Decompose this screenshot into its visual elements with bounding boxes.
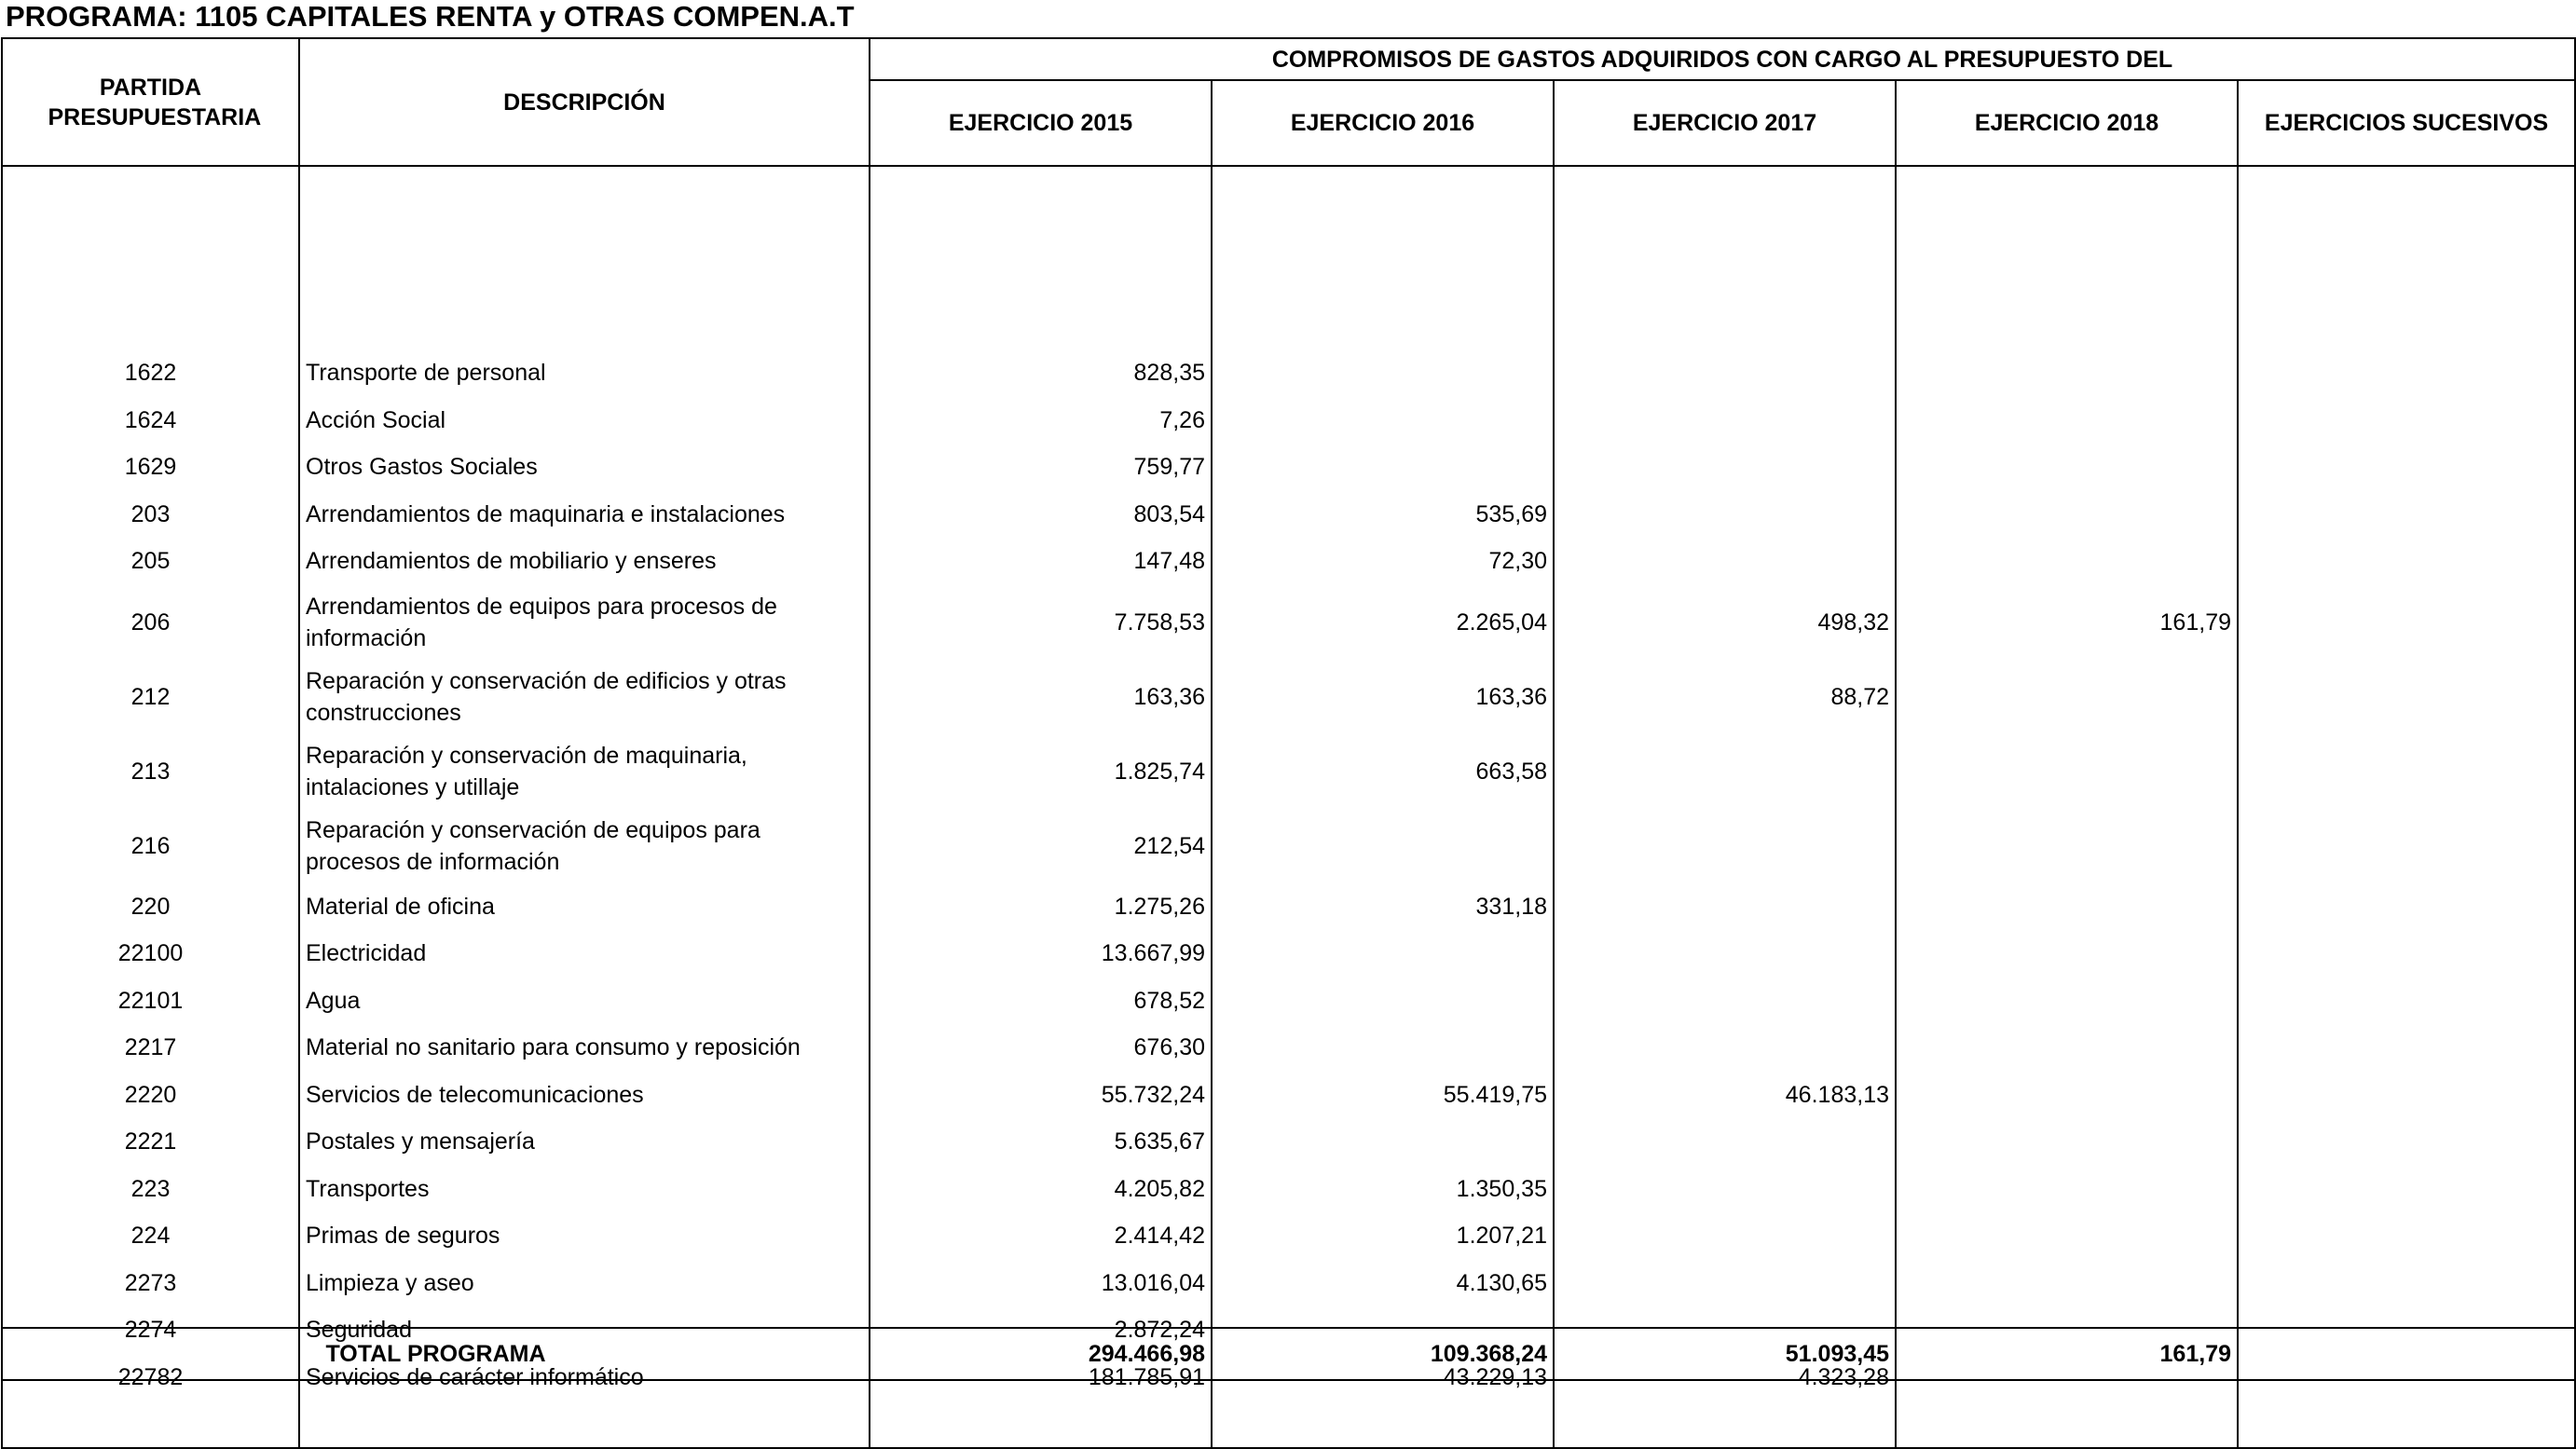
amount-cell <box>2239 444 2574 491</box>
amount-cell: 2.872,24 <box>1114 1317 1205 1344</box>
description-text: Agua <box>306 987 361 1014</box>
description-text: Reparación y conservación de maquinaria, intalaciones y utillaje <box>306 742 747 800</box>
amount-cell: 212,54 <box>1133 832 1205 859</box>
amount-cell <box>2239 538 2574 585</box>
amount-cell <box>2239 930 2574 977</box>
amount-cell: 803,54 <box>1133 500 1205 527</box>
amount-cell <box>2239 977 2574 1025</box>
page-title: PROGRAMA: 1105 CAPITALES RENTA y OTRAS COMPEN.A.T <box>6 0 855 33</box>
partida-code: 206 <box>130 608 171 636</box>
amount-cell <box>1213 1118 1553 1166</box>
amount-cell <box>1897 1166 2237 1213</box>
partida-code: 216 <box>130 832 171 859</box>
amount-cell: 1.825,74 <box>1114 758 1205 785</box>
amount-cell <box>1555 1024 1895 1072</box>
amount-cell: 4.323,28 <box>1798 1363 1889 1390</box>
amount-cell <box>2239 1118 2574 1166</box>
partida-code: 1624 <box>124 406 177 433</box>
column-subsequent <box>2238 166 2575 1448</box>
amount-cell: 147,48 <box>1133 548 1205 575</box>
amount-cell <box>1897 349 2237 397</box>
total-2016: 109.368,24 <box>1212 1328 1554 1380</box>
amount-cell <box>1555 930 1895 977</box>
header-year-2016: EJERCICIO 2016 <box>1212 80 1554 166</box>
amount-cell <box>1897 444 2237 491</box>
description-text: Arrendamientos de maquinaria e instalaciones <box>306 500 786 527</box>
amount-cell: 72,30 <box>1488 548 1547 575</box>
amount-cell: 676,30 <box>1133 1034 1205 1061</box>
amount-cell <box>1555 883 1895 931</box>
amount-cell: 7.758,53 <box>1114 608 1205 636</box>
header-year-2017: EJERCICIO 2017 <box>1554 80 1896 166</box>
amount-cell <box>1213 1024 1553 1072</box>
total-2018: 161,79 <box>1896 1328 2238 1380</box>
amount-cell <box>1897 1072 2237 1119</box>
amount-cell: 4.205,82 <box>1114 1175 1205 1202</box>
amount-cell <box>1213 809 1553 883</box>
column-2017 <box>1554 166 1896 1448</box>
description-text: Primas de seguros <box>306 1223 500 1250</box>
amount-cell: 828,35 <box>1133 360 1205 387</box>
partida-code: 1622 <box>124 360 177 387</box>
amount-cell <box>2239 883 2574 931</box>
amount-cell <box>1897 538 2237 585</box>
amount-cell <box>1213 349 1553 397</box>
description-text: Transportes <box>306 1175 430 1202</box>
amount-cell <box>1213 930 1553 977</box>
amount-cell <box>2239 1212 2574 1260</box>
partida-code: 223 <box>130 1175 171 1202</box>
amount-cell <box>1555 1118 1895 1166</box>
partida-code: 205 <box>130 548 171 575</box>
amount-cell <box>1897 660 2237 734</box>
amount-cell <box>1897 1212 2237 1260</box>
amount-cell <box>1555 444 1895 491</box>
amount-cell: 13.667,99 <box>1101 940 1205 967</box>
amount-cell: 1.275,26 <box>1114 893 1205 920</box>
amount-cell <box>1897 734 2237 809</box>
amount-cell <box>1897 930 2237 977</box>
header-group: COMPROMISOS DE GASTOS ADQUIRIDOS CON CARGO AL PRESUPUESTO DEL <box>870 38 2575 80</box>
header-years-subsequent: EJERCICIOS SUCESIVOS <box>2238 80 2575 166</box>
amount-cell: 46.183,13 <box>1785 1081 1889 1108</box>
amount-cell <box>1555 1260 1895 1307</box>
amount-cell <box>1897 809 2237 883</box>
column-2016 <box>1212 166 1554 1448</box>
amount-cell <box>1555 397 1895 444</box>
description-text: Servicios de telecomunicaciones <box>306 1081 644 1108</box>
amount-cell <box>2239 397 2574 444</box>
partida-code: 2273 <box>124 1269 177 1296</box>
description-text: Reparación y conservación de edificios y otras construcciones <box>306 667 787 726</box>
amount-cell: 13.016,04 <box>1101 1269 1205 1296</box>
total-subsequent <box>2238 1328 2575 1380</box>
amount-cell <box>1897 491 2237 539</box>
amount-cell <box>1213 397 1553 444</box>
amount-cell <box>2239 734 2574 809</box>
amount-cell <box>1897 1118 2237 1166</box>
partida-code: 2220 <box>124 1081 177 1108</box>
partida-code: 203 <box>130 500 171 527</box>
amount-cell: 181.785,91 <box>1088 1363 1205 1390</box>
amount-cell: 2.265,04 <box>1456 608 1547 636</box>
amount-cell <box>1897 397 2237 444</box>
amount-cell: 55.732,24 <box>1101 1081 1205 1108</box>
amount-cell <box>2239 1072 2574 1119</box>
amount-cell: 1.207,21 <box>1456 1223 1547 1250</box>
amount-cell: 163,36 <box>1133 683 1205 710</box>
description-text: Electricidad <box>306 940 427 967</box>
amount-cell: 55.419,75 <box>1443 1081 1547 1108</box>
partida-code: 22100 <box>117 940 184 967</box>
amount-cell <box>1897 977 2237 1025</box>
partida-code: 22782 <box>117 1363 184 1390</box>
column-2015 <box>870 166 1212 1448</box>
amount-cell <box>2239 660 2574 734</box>
description-text: Postales y mensajería <box>306 1128 535 1155</box>
total-label: TOTAL PROGRAMA <box>2 1328 870 1380</box>
amount-cell: 4.130,65 <box>1456 1269 1547 1296</box>
amount-cell <box>2239 585 2574 660</box>
column-descripcion <box>299 166 870 1448</box>
partida-code: 2221 <box>124 1128 177 1155</box>
column-partida <box>2 166 299 1448</box>
amount-cell <box>1555 1166 1895 1213</box>
amount-cell <box>2239 809 2574 883</box>
amount-cell <box>2239 491 2574 539</box>
amount-cell <box>2239 1166 2574 1213</box>
description-text: Servicios de carácter informático <box>306 1363 644 1390</box>
amount-cell: 663,58 <box>1475 758 1547 785</box>
header-year-2015: EJERCICIO 2015 <box>870 80 1212 166</box>
partida-code: 2217 <box>124 1034 177 1061</box>
amount-cell: 678,52 <box>1133 987 1205 1014</box>
partida-code: 2274 <box>124 1317 177 1344</box>
description-text: Seguridad <box>306 1317 412 1344</box>
header-descripcion: DESCRIPCIÓN <box>299 38 870 166</box>
total-table <box>1 1327 2576 1381</box>
amount-cell: 7,26 <box>1159 406 1205 433</box>
amount-cell <box>1555 734 1895 809</box>
column-2018 <box>1896 166 2238 1448</box>
amount-cell <box>2239 1260 2574 1307</box>
amount-cell: 759,77 <box>1133 454 1205 481</box>
amount-cell: 88,72 <box>1830 683 1889 710</box>
partida-code: 1629 <box>124 454 177 481</box>
amount-cell <box>1213 444 1553 491</box>
description-text: Limpieza y aseo <box>306 1269 474 1296</box>
header-year-2018: EJERCICIO 2018 <box>1896 80 2238 166</box>
amount-cell: 43.229,13 <box>1443 1363 1547 1390</box>
amount-cell <box>1555 538 1895 585</box>
amount-cell: 498,32 <box>1817 608 1889 636</box>
header-partida: PARTIDA PRESUPUESTARIA <box>2 38 299 166</box>
amount-cell: 163,36 <box>1475 683 1547 710</box>
description-text: Arrendamientos de equipos para procesos de información <box>306 593 777 651</box>
amount-cell: 535,69 <box>1475 500 1547 527</box>
partida-code: 212 <box>130 683 171 710</box>
description-text: Reparación y conservación de equipos para procesos de información <box>306 816 760 875</box>
amount-cell: 161,79 <box>2159 608 2231 636</box>
partida-code: 224 <box>130 1223 171 1250</box>
amount-cell <box>2239 1024 2574 1072</box>
amount-cell <box>2239 349 2574 397</box>
amount-cell <box>1897 1260 2237 1307</box>
amount-cell <box>1555 349 1895 397</box>
partida-code: 220 <box>130 893 171 920</box>
amount-cell <box>1555 977 1895 1025</box>
amount-cell <box>1555 491 1895 539</box>
description-text: Acción Social <box>306 406 446 433</box>
description-text: Material no sanitario para consumo y reposición <box>306 1034 801 1061</box>
amount-cell <box>1555 1212 1895 1260</box>
amount-cell <box>1555 809 1895 883</box>
partida-code: 22101 <box>117 987 184 1014</box>
amount-cell <box>1213 977 1553 1025</box>
description-text: Material de oficina <box>306 893 495 920</box>
amount-cell <box>1897 883 2237 931</box>
amount-cell: 2.414,42 <box>1114 1223 1205 1250</box>
description-text: Arrendamientos de mobiliario y enseres <box>306 548 717 575</box>
amount-cell <box>1897 1024 2237 1072</box>
partida-code: 213 <box>130 758 171 785</box>
amount-cell: 5.635,67 <box>1114 1128 1205 1155</box>
total-2015: 294.466,98 <box>870 1328 1212 1380</box>
amount-cell: 331,18 <box>1475 893 1547 920</box>
budget-table <box>1 37 2576 1449</box>
description-text: Transporte de personal <box>306 360 546 387</box>
total-2017: 51.093,45 <box>1554 1328 1896 1380</box>
description-text: Otros Gastos Sociales <box>306 454 538 481</box>
amount-cell: 1.350,35 <box>1456 1175 1547 1202</box>
